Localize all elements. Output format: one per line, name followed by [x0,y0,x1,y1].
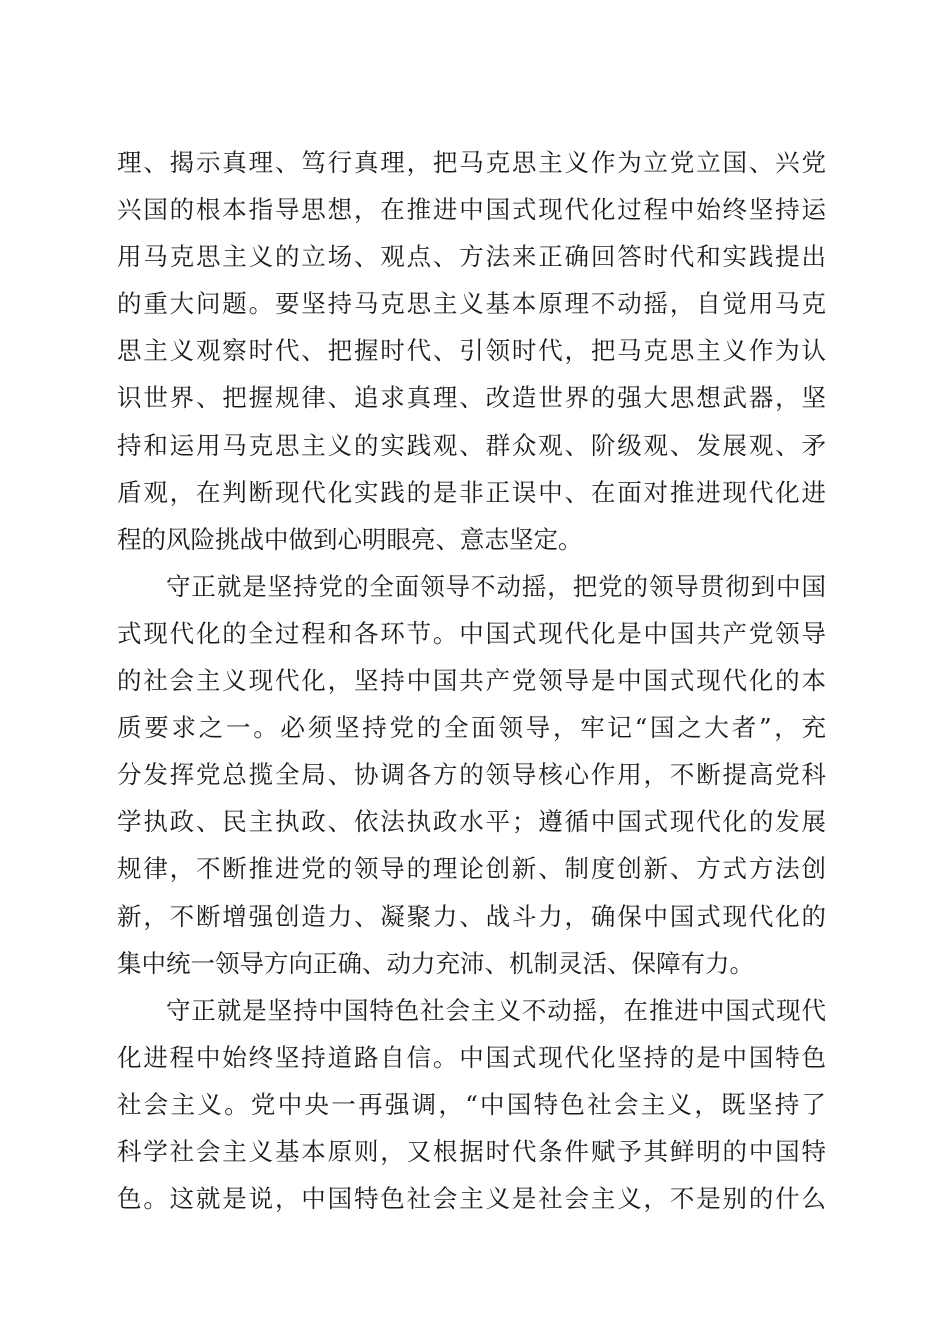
text-line: 分发挥党总揽全局、协调各方的领导核心作用，不断提高党科 [117,760,826,790]
text-line: 理、揭示真理、笃行真理，把马克思主义作为立党立国、兴党 [117,148,826,177]
text-line: 色。这就是说，中国特色社会主义是社会主义，不是别的什么 [117,1184,826,1214]
text-line: 程的风险挑战中做到心明眼亮、意志坚定。 [117,524,583,554]
body-text [117,139,826,1222]
text-line: 规律，不断推进党的领导的理论创新、制度创新、方式方法创 [117,854,826,884]
text-line: 新，不断增强创造力、凝聚力、战斗力，确保中国式现代化的 [117,901,826,931]
text-line: 守正就是坚持党的全面领导不动摇，把党的领导贯彻到中国 [166,571,826,601]
text-line: 学执政、民主执政、依法执政水平；遵循中国式现代化的发展 [117,807,826,837]
text-line: 集中统一领导方向正确、动力充沛、机制灵活、保障有力。 [117,948,754,978]
text-line: 思主义观察时代、把握时代、引领时代，把马克思主义作为认 [117,336,826,366]
text-line: 式现代化的全过程和各环节。中国式现代化是中国共产党领导 [117,618,826,648]
text-line: 的重大问题。要坚持马克思主义基本原理不动摇，自觉用马克 [117,289,826,319]
text-line: 持和运用马克思主义的实践观、群众观、阶级观、发展观、矛 [117,430,826,460]
text-line: 质要求之一。必须坚持党的全面领导，牢记“国之大者”，充 [117,713,826,743]
text-line: 的社会主义现代化，坚持中国共产党领导是中国式现代化的本 [117,666,826,696]
text-line: 识世界、把握规律、追求真理、改造世界的强大思想武器，坚 [117,383,826,413]
text-line: 社会主义。党中央一再强调，“中国特色社会主义，既坚持了 [117,1089,826,1119]
text-line: 兴国的根本指导思想，在推进中国式现代化过程中始终坚持运 [117,195,826,225]
text-line: 科学社会主义基本原则，又根据时代条件赋予其鲜明的中国特 [117,1136,826,1166]
text-line: 守正就是坚持中国特色社会主义不动摇，在推进中国式现代 [166,995,826,1025]
text-line: 盾观，在判断现代化实践的是非正误中、在面对推进现代化进 [117,477,826,507]
text-line: 化进程中始终坚持道路自信。中国式现代化坚持的是中国特色 [117,1042,826,1072]
text-line: 用马克思主义的立场、观点、方法来正确回答时代和实践提出 [117,242,826,272]
